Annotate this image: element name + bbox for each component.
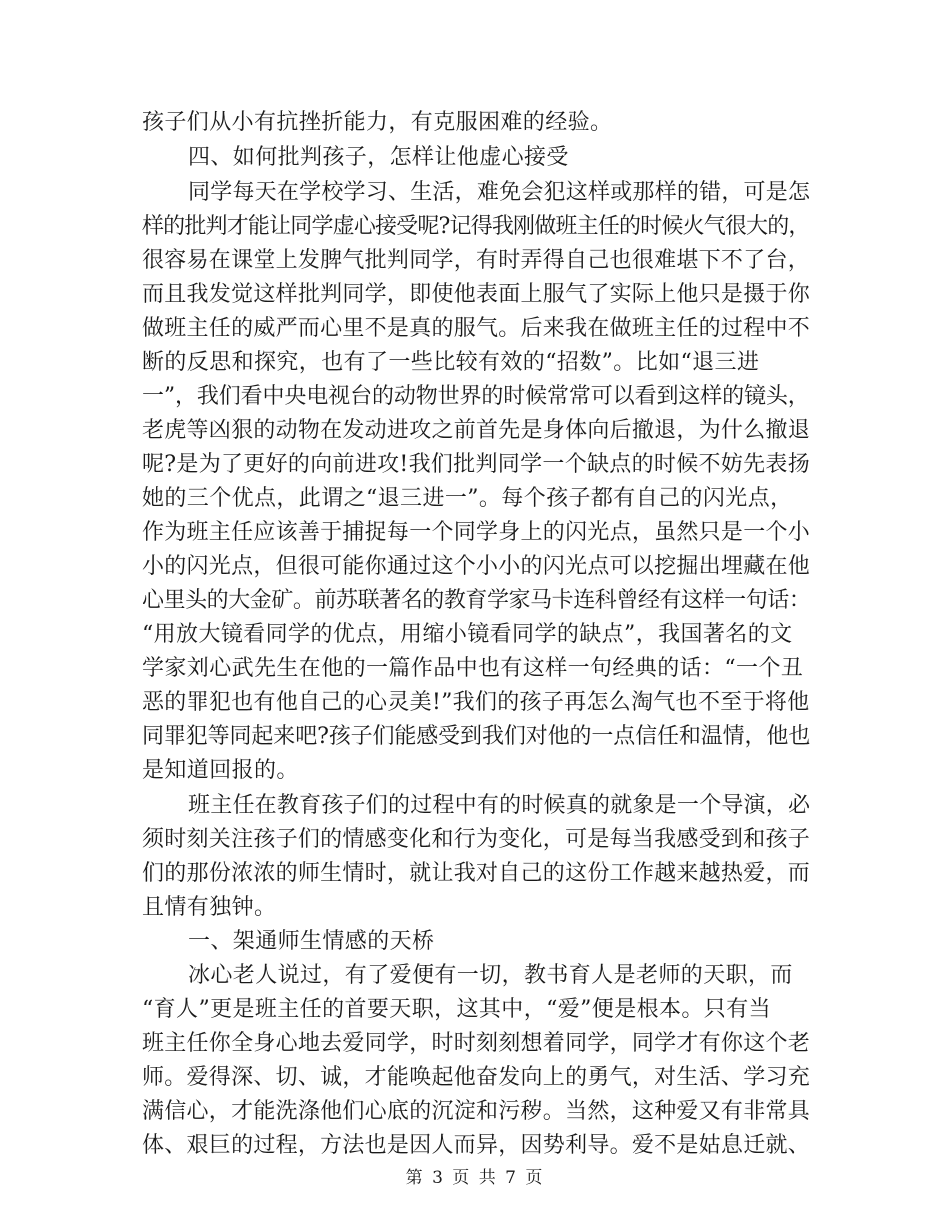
text-line: 恶的罪犯也有他自己的心灵美!”我们的孩子再怎么淘气也不至于将他 (142, 690, 810, 715)
text-line: 满信心，才能洗涤他们心底的沉淀和污秽。当然，这种爱又有非常具 (142, 1099, 811, 1124)
text-line: 作为班主任应该善于捕捉每一个同学身上的闪光点，虽然只是一个小 (142, 520, 811, 545)
text-line: 老虎等凶狠的动物在发动进攻之前首先是身体向后撤退，为什么撤退 (142, 418, 811, 443)
text-line: 样的批判才能让同学虚心接受呢?记得我刚做班主任的时候火气很大的， (142, 214, 810, 239)
text-line: 学家刘心武先生在他的一篇作品中也有这样一句经典的话：“一个丑 (142, 656, 804, 681)
text-line: 班主任在教育孩子们的过程中有的时候真的就象是一个导演，必 (188, 793, 811, 818)
text-line: 们的那份浓浓的师生情时，就让我对自己的这份工作越来越热爱，而 (142, 861, 811, 886)
text-line: “用放大镜看同学的优点，用缩小镜看同学的缺点”，我国著名的文 (142, 622, 793, 647)
section-heading: 一、架通师生情感的天桥 (188, 929, 435, 954)
text-line: 且情有独钟。 (142, 895, 277, 920)
text-line: 班主任你全身心地去爱同学，时时刻刻想着同学，同学才有你这个老 (142, 1031, 811, 1056)
text-line: 是知道回报的。 (142, 758, 299, 783)
text-line: 心里头的大金矿。前苏联著名的教育学家马卡连科曾经有这样一句话： (142, 588, 811, 613)
section-heading: 四、如何批判孩子，怎样让他虚心接受 (188, 145, 569, 170)
text-line: 呢?是为了更好的向前进攻!我们批判同学一个缺点的时候不妨先表扬 (142, 452, 811, 477)
text-line: 一”，我们看中央电视台的动物世界的时候常常可以看到这样的镜头， (142, 384, 810, 409)
text-line: 很容易在课堂上发脾气批判同学，有时弄得自己也很难堪下不了台， (142, 248, 811, 273)
text-line: 冰心老人说过，有了爱便有一切，教书育人是老师的天职，而 (188, 963, 793, 988)
text-line: 而且我发觉这样批判同学，即使他表面上服气了实际上他只是摄于你 (142, 282, 811, 307)
text-line: 做班主任的威严而心里不是真的服气。后来我在做班主任的过程中不 (142, 316, 811, 341)
text-line: 她的三个优点，此谓之“退三进一”。每个孩子都有自己的闪光点， (142, 486, 793, 511)
text-line: 体、艰巨的过程，方法也是因人而异，因势利导。爱不是姑息迁就、 (142, 1133, 811, 1158)
page-number-footer: 第 3 页 共 7 页 (405, 1168, 545, 1188)
text-line: “育人”更是班主任的首要天职，这其中，“爱”便是根本。只有当 (142, 997, 771, 1022)
text-line: 须时刻关注孩子们的情感变化和行为变化，可是每当我感受到和孩子 (142, 827, 811, 852)
text-line: 孩子们从小有抗挫折能力，有克服困难的经验。 (142, 110, 613, 135)
text-line: 同罪犯等同起来吧?孩子们能感受到我们对他的一点信任和温情，他也 (142, 724, 811, 749)
text-line: 同学每天在学校学习、生活，难免会犯这样或那样的错，可是怎 (188, 180, 811, 205)
text-line: 断的反思和探究，也有了一些比较有效的“招数”。比如“退三进 (142, 350, 760, 375)
text-line: 师。爱得深、切、诚，才能唤起他奋发向上的勇气，对生活、学习充 (142, 1065, 811, 1090)
text-line: 小的闪光点，但很可能你通过这个小小的闪光点可以挖掘出埋藏在他 (142, 554, 811, 579)
